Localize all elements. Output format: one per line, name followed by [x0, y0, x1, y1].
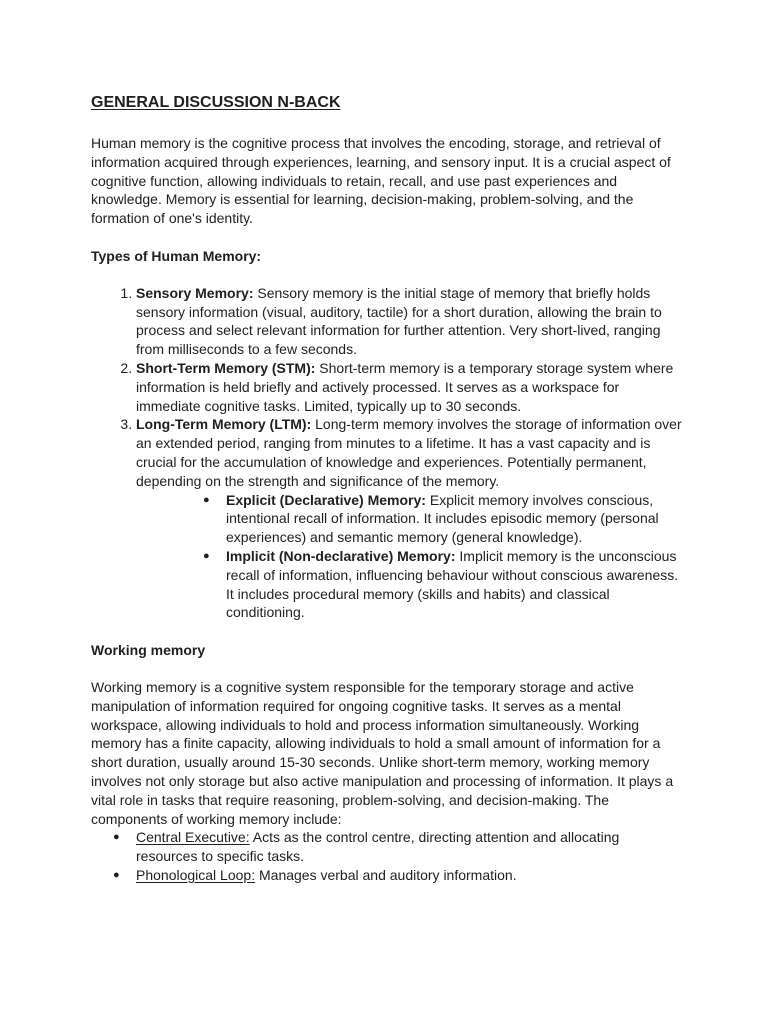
- term-long-term-memory: Long-Term Memory (LTM):: [136, 416, 312, 433]
- list-item-explicit-memory: [203, 491, 683, 547]
- long-term-subtypes-list: [136, 491, 683, 623]
- bullet-icon: ●: [113, 831, 120, 844]
- desc-sensory-memory: Sensory memory is the initial stage of memory that briefly holds sensory information (visual, auditory, tactile) for a short duration, allowing the brain to process and select relevant information for further attention. Very short-lived, ranging from milliseconds to a few seconds.: [136, 284, 662, 358]
- document-content: [91, 93, 683, 885]
- bullet-icon: ●: [203, 549, 210, 562]
- term-short-term-memory: Short-Term Memory (STM):: [136, 359, 316, 376]
- list-item-sensory-memory: [136, 284, 683, 359]
- list-item-implicit-memory: [203, 547, 683, 622]
- list-item-short-term-memory: [136, 359, 683, 415]
- types-heading: Types of Human Memory:: [91, 247, 262, 264]
- list-item-long-term-memory: [136, 415, 683, 622]
- desc-implicit-memory: Implicit memory is the unconscious recall of information, influencing behaviour without conscious awareness. It includes procedural memory (skills and habits) and classical conditioning.: [226, 547, 679, 621]
- working-memory-heading: Working memory: [91, 642, 206, 659]
- desc-explicit-memory: Explicit memory involves conscious, intentional recall of information. It includes episodic memory (personal experiences) and semantic memory (general knowledge).: [226, 491, 659, 546]
- working-memory-paragraph: Working memory is a cognitive system responsible for the temporary storage and active manipulation of information required for ongoing cognitive tasks. It serves as a mental workspace, allowing individuals to hold and process information simultaneously. Working memory has a finite capacity, allowing individuals to hold a small amount of information for a short duration, usually around 15-30 seconds. Unlike short-term memory, working memory involves not only storage but also active manipulation and processing of information. It plays a vital role in tasks that require reasoning, problem-solving, and decision-making. The components of working memory include:: [91, 678, 674, 827]
- bullet-icon: ●: [113, 868, 120, 881]
- desc-short-term-memory: Short-term memory is a temporary storage system where information is held briefly and actively processed. It serves as a workspace for immediate cognitive tasks. Limited, typically up to 30 seconds.: [136, 359, 674, 414]
- desc-phonological-loop: Manages verbal and auditory information.: [255, 866, 517, 883]
- memory-types-list: [91, 284, 683, 622]
- term-sensory-memory: Sensory Memory:: [136, 284, 254, 301]
- list-item-central-executive: [113, 828, 683, 866]
- term-explicit-memory: Explicit (Declarative) Memory:: [226, 491, 426, 508]
- desc-long-term-memory: Long-term memory involves the storage of information over an extended period, ranging from minutes to a lifetime. It has a vast capacity and is crucial for the accumulation of knowledge and experiences. Potentially permanent, depending on the strength and significance of the memory.: [136, 416, 682, 489]
- document-title: GENERAL DISCUSSION N-BACK: [91, 94, 341, 111]
- term-phonological-loop: Phonological Loop:: [136, 866, 256, 883]
- list-item-phonological-loop: [113, 866, 683, 885]
- term-implicit-memory: Implicit (Non-declarative) Memory:: [226, 547, 456, 564]
- term-central-executive: Central Executive:: [136, 829, 250, 846]
- bullet-icon: ●: [203, 493, 210, 506]
- intro-paragraph: Human memory is the cognitive process that involves the encoding, storage, and retrieval of information acquired through experiences, learning, and sensory input. It is a crucial aspect of cognitive function, allowing individuals to retain, recall, and use past experiences and knowledge. Memory is essential for learning, decision-making, problem-solving, and the formation of one's identity.: [91, 135, 671, 227]
- working-memory-components-list: [91, 828, 683, 884]
- desc-central-executive: Acts as the control centre, directing attention and allocating resources to specific tasks.: [136, 829, 620, 865]
